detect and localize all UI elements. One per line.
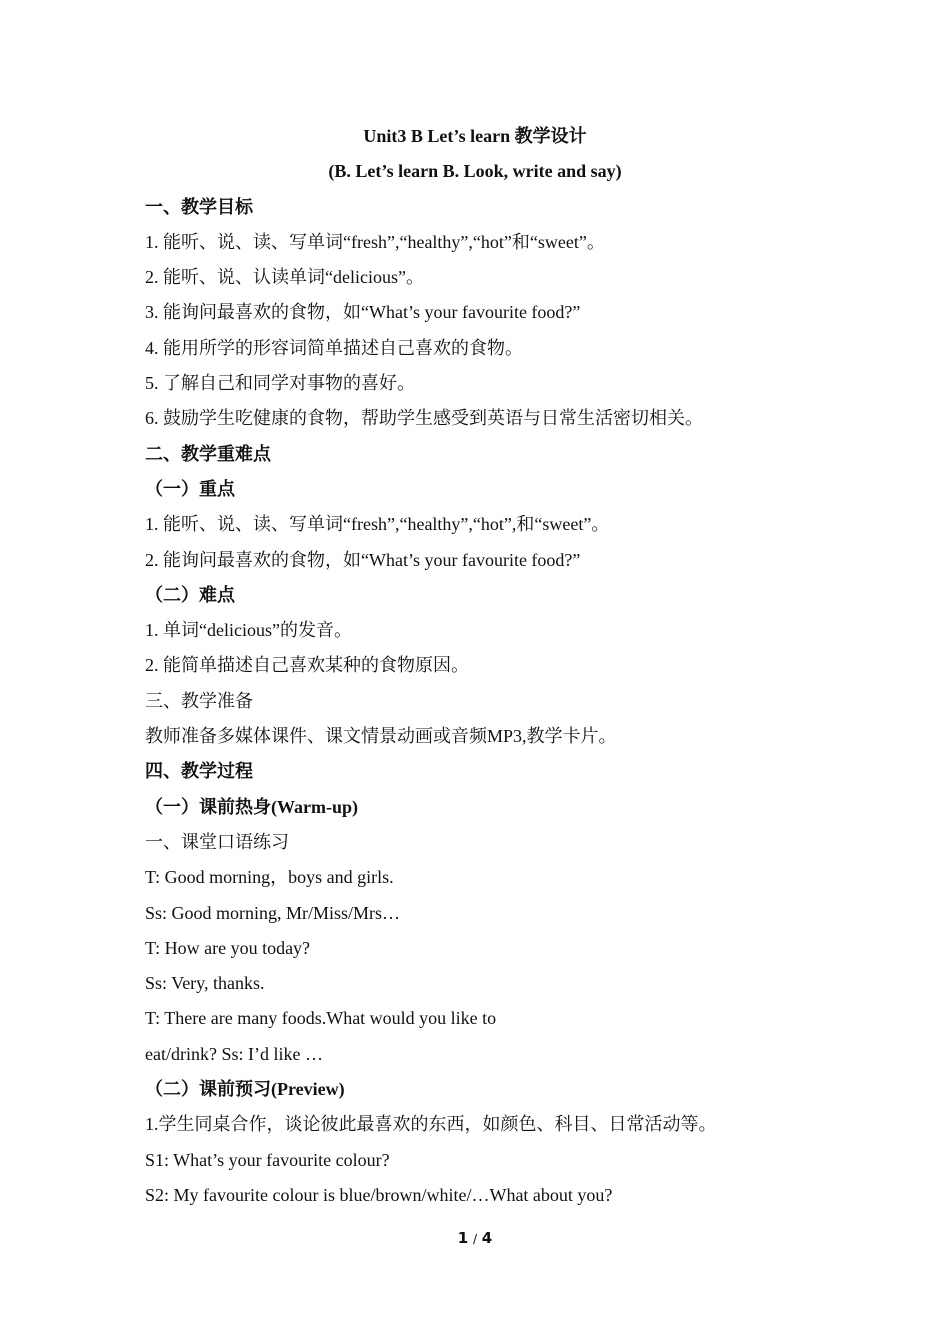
preview-line: 1.学生同桌合作，谈论彼此最喜欢的东西，如颜色、科目、日常活动等。 [145,1114,717,1135]
difficult-item: 2. 能简单描述自己喜欢某种的食物原因。 [145,655,469,676]
document-title: Unit3 B Let’s learn 教学设计 [363,126,587,146]
objective-item: 1. 能听、说、读、写单词“fresh”,“healthy”,“hot”和“sweet”。 [145,231,605,252]
section-heading-preparation: 三、教学准备 [145,690,253,711]
dialogue-line: T: There are many foods.What would you like to [145,1008,497,1029]
section-heading-key-points: 二、教学重难点 [145,443,271,464]
dialogue-line: T: How are you today? [145,937,311,958]
document-body [145,119,805,1213]
warmup-subheading: 一、课堂口语练习 [145,831,289,852]
current-page-number: 1 [457,1229,469,1247]
section-heading-process: 四、教学过程 [145,761,253,782]
difficult-item: 1. 单词“delicious”的发音。 [145,620,352,641]
dialogue-line: T: Good morning，boys and girls. [145,867,394,888]
subheading-warmup: （一）课前热身(Warm-up) [145,796,358,817]
objective-item: 5. 了解自己和同学对事物的喜好。 [145,373,415,394]
preparation-text: 教师准备多媒体课件、课文情景动画或音频MP3,教学卡片。 [145,726,617,747]
preview-line: S1: What’s your favourite colour? [145,1149,390,1170]
objective-item: 2. 能听、说、认读单词“delicious”。 [145,267,424,288]
objective-item: 6. 鼓励学生吃健康的食物，帮助学生感受到英语与日常生活密切相关。 [145,408,703,429]
objective-item: 3. 能询问最喜欢的食物，如“What’s your favourite food?” [145,302,581,323]
section-heading-objectives: 一、教学目标 [145,196,253,217]
dialogue-line: eat/drink? Ss: I’d like … [145,1043,323,1064]
dialogue-line: Ss: Very, thanks. [145,973,265,994]
subheading-preview: （二）课前预习(Preview) [145,1079,345,1100]
page-separator: / [472,1232,478,1246]
subheading-difficult: （二）难点 [145,584,235,605]
objective-item: 4. 能用所学的形容词简单描述自己喜欢的食物。 [145,337,523,358]
key-item: 2. 能询问最喜欢的食物，如“What’s your favourite food?” [145,549,581,570]
dialogue-line: Ss: Good morning, Mr/Miss/Mrs… [145,902,401,923]
key-item: 1. 能听、说、读、写单词“fresh”,“healthy”,“hot”,和“sweet”。 [145,514,610,535]
document-subtitle: (B. Let’s learn B. Look, write and say) [328,161,622,182]
total-pages-number: 4 [481,1229,493,1247]
preview-line: S2: My favourite colour is blue/brown/white/…What about you? [145,1184,613,1205]
page-number [0,1228,950,1249]
subheading-key: （一）重点 [145,478,235,499]
